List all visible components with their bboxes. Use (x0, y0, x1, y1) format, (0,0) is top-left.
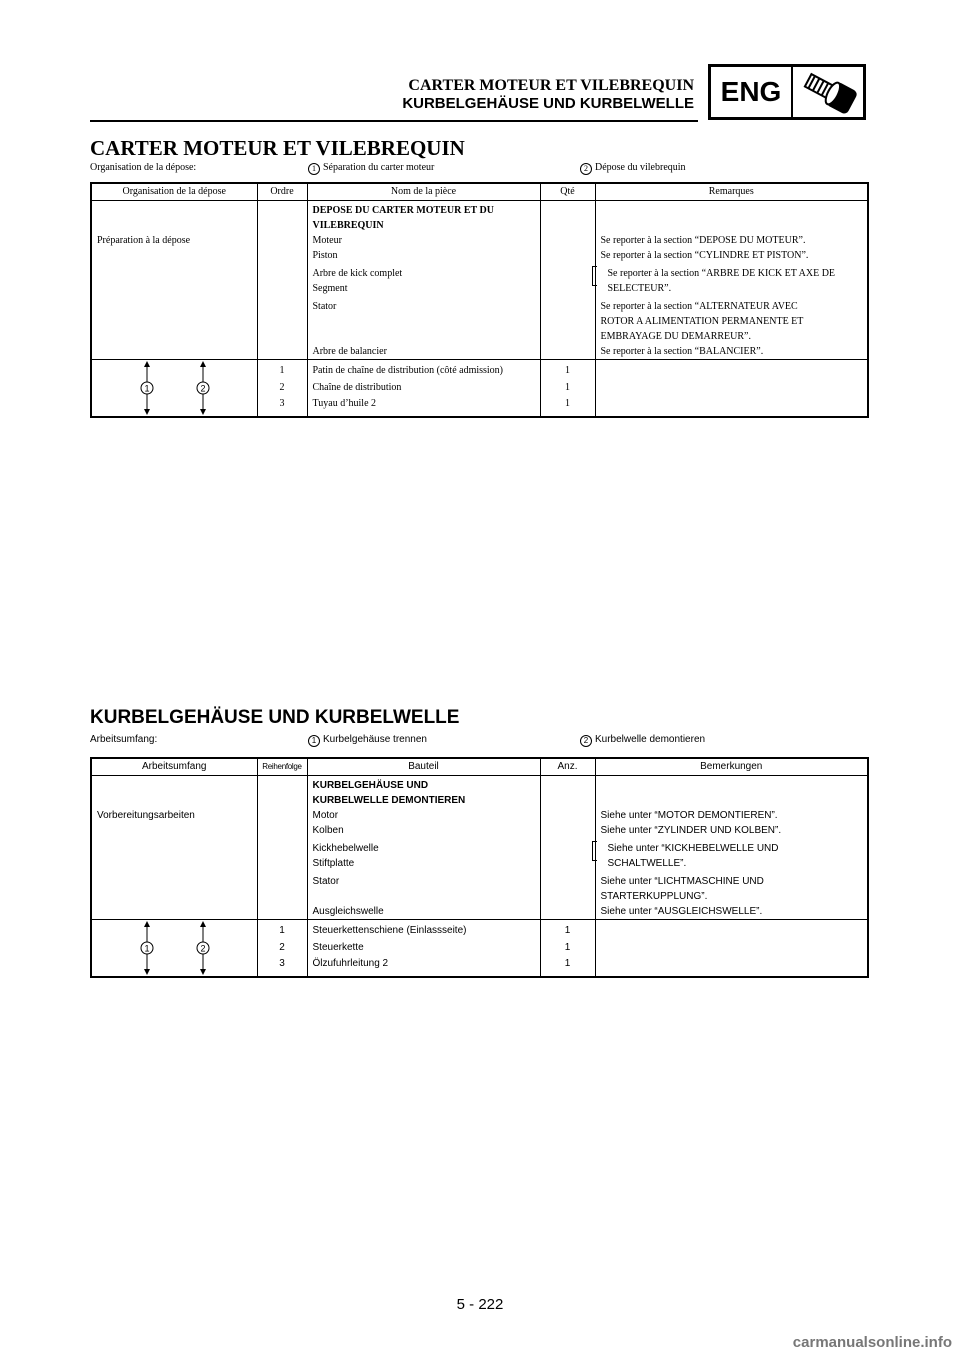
cell-order: 2 (257, 380, 307, 396)
table-row (91, 329, 868, 344)
circle-number: 1 (308, 735, 320, 747)
cell-name: Piston (307, 248, 540, 263)
cell-remark: Siehe unter “LICHTMASCHINE UND (600, 876, 764, 887)
cell-remark: Siehe unter “MOTOR DEMONTIEREN”. (600, 810, 778, 821)
cell-name: Steuerkette (307, 940, 540, 956)
scope-item-2 (580, 162, 686, 175)
cell-remark: Se reporter à la section “BALANCIER”. (600, 346, 764, 357)
arrow-label-1: 1 (144, 943, 150, 954)
scope-item-text: Dépose du vilebrequin (595, 162, 686, 173)
page-number: 5 - 222 (456, 1296, 504, 1313)
order-arrows (97, 920, 253, 976)
cell-name: Arbre de balancier (307, 344, 540, 360)
cell-name: Stator (307, 299, 540, 314)
header-title-fr: CARTER MOTEUR ET VILEBREQUIN (408, 77, 694, 94)
cell-name: Kolben (307, 823, 540, 838)
cell-qty: 1 (540, 940, 595, 956)
cell-remark: Se reporter à la section “CYLINDRE ET PISTON”. (600, 250, 809, 261)
table-row (91, 360, 868, 380)
section-title-de: KURBELGEHÄUSE UND KURBELWELLE (90, 707, 460, 728)
table-row (91, 281, 868, 299)
cell-order: 3 (257, 956, 307, 977)
scope-item-1 (308, 162, 434, 175)
prep-label: Vorbereitungsarbeiten (91, 808, 257, 823)
eng-badge-label: ENG (711, 67, 793, 117)
parts-table-de (90, 757, 869, 978)
cell-name: Ausgleichswelle (307, 904, 540, 920)
cell-remark: Se reporter à la section “ALTERNATEUR AVEC (600, 301, 798, 312)
scope-item-text: Séparation du carter moteur (323, 162, 435, 173)
scope-item-text: Kurbelgehäuse trennen (323, 734, 427, 745)
cell-name: Ölzufuhrleitung 2 (307, 956, 540, 977)
table-row (91, 344, 868, 360)
cell-remark: ROTOR A ALIMENTATION PERMANENTE ET (600, 316, 804, 327)
table-row (91, 889, 868, 904)
cell-name: KURBELWELLE DEMONTIEREN (312, 795, 466, 806)
circle-number: 2 (580, 163, 592, 175)
cell-qty: 1 (540, 360, 595, 380)
col-header: Bemerkungen (595, 758, 868, 776)
header-rule (90, 120, 698, 122)
table-row (91, 856, 868, 874)
table-row (91, 263, 868, 281)
cell-remark: EMBRAYAGE DU DEMARREUR”. (600, 331, 751, 342)
header-title-de: KURBELGEHÄUSE UND KURBELWELLE (402, 95, 694, 112)
order-arrows (97, 360, 253, 416)
cell-name: Segment (307, 281, 540, 299)
scope-line-de (90, 734, 870, 750)
col-header: Arbeitsumfang (91, 758, 257, 776)
arrow-label-2: 2 (200, 943, 206, 954)
col-header: Qté (540, 183, 595, 201)
cell-name: Chaîne de distribution (307, 380, 540, 396)
cell-qty: 1 (540, 396, 595, 417)
col-header: Reihenfolge (257, 758, 307, 776)
eng-badge (708, 64, 866, 120)
scope-label: Arbeitsumfang: (90, 734, 158, 745)
cell-order: 3 (257, 396, 307, 417)
cell-name: Tuyau d’huile 2 (307, 396, 540, 417)
table-row (91, 233, 868, 248)
circle-number: 2 (580, 735, 592, 747)
table-row (91, 920, 868, 940)
table-row (91, 776, 868, 809)
wrench-bolt-icon (793, 67, 863, 117)
table-row (91, 299, 868, 314)
order-arrows-cell (91, 920, 257, 978)
cell-name: Stiftplatte (307, 856, 540, 874)
table-header-row (91, 758, 868, 776)
cell-name: KURBELGEHÄUSE UND (312, 780, 429, 791)
scope-line-fr (90, 162, 870, 178)
watermark: carmanualsonline.info (792, 1334, 952, 1351)
header-titles (402, 77, 694, 113)
col-header: Nom de la pièce (307, 183, 540, 201)
arrow-label-2: 2 (200, 383, 206, 394)
cell-remark: SCHALTWELLE”. (607, 858, 687, 869)
cell-qty: 1 (540, 956, 595, 977)
cell-remark: Siehe unter “ZYLINDER UND KOLBEN”. (600, 825, 782, 836)
scope-label: Organisation de la dépose: (90, 162, 197, 173)
page-header (0, 60, 960, 130)
scope-item-1 (308, 734, 427, 747)
cell-remark: STARTERKUPPLUNG”. (600, 891, 708, 902)
table-row (91, 838, 868, 856)
table-row (91, 904, 868, 920)
cell-remark: Se reporter à la section “DEPOSE DU MOTEUR”. (600, 235, 806, 246)
cell-order: 2 (257, 940, 307, 956)
cell-name: Patin de chaîne de distribution (côté admission) (307, 360, 540, 380)
cell-name: Stator (307, 874, 540, 889)
cell-qty: 1 (540, 380, 595, 396)
table-header-row (91, 183, 868, 201)
table-row (91, 874, 868, 889)
table-row (91, 201, 868, 234)
cell-name: Moteur (307, 233, 540, 248)
table-row (91, 248, 868, 263)
cell-qty: 1 (540, 920, 595, 940)
cell-order: 1 (257, 360, 307, 380)
col-header: Bauteil (307, 758, 540, 776)
col-header: Remarques (595, 183, 868, 201)
cell-name: Arbre de kick complet (307, 263, 540, 281)
prep-label: Préparation à la dépose (91, 233, 257, 248)
scope-item-text: Kurbelwelle demontieren (595, 734, 706, 745)
cell-order: 1 (257, 920, 307, 940)
col-header: Organisation de la dépose (91, 183, 257, 201)
order-arrows-cell (91, 360, 257, 418)
col-header: Anz. (540, 758, 595, 776)
table-row (91, 808, 868, 823)
scope-item-2 (580, 734, 705, 747)
cell-name: VILEBREQUIN (312, 220, 384, 231)
cell-remark: Se reporter à la section “ARBRE DE KICK ET AXE DE (595, 263, 868, 281)
cell-remark: Siehe unter “KICKHEBELWELLE UND (595, 838, 868, 856)
col-header: Ordre (257, 183, 307, 201)
cell-name: Steuerkettenschiene (Einlassseite) (307, 920, 540, 940)
cell-remark: SELECTEUR”. (607, 283, 672, 294)
cell-name: Kickhebelwelle (307, 838, 540, 856)
cell-name: Motor (307, 808, 540, 823)
cell-remark: Siehe unter “AUSGLEICHSWELLE”. (600, 906, 763, 917)
parts-table-fr (90, 182, 869, 418)
section-title-fr: CARTER MOTEUR ET VILEBREQUIN (90, 136, 465, 160)
section-de (90, 707, 870, 970)
cell-name: DEPOSE DU CARTER MOTEUR ET DU (312, 205, 494, 216)
section-fr (90, 136, 870, 410)
table-row (91, 314, 868, 329)
arrow-label-1: 1 (144, 383, 150, 394)
circle-number: 1 (308, 163, 320, 175)
table-row (91, 823, 868, 838)
